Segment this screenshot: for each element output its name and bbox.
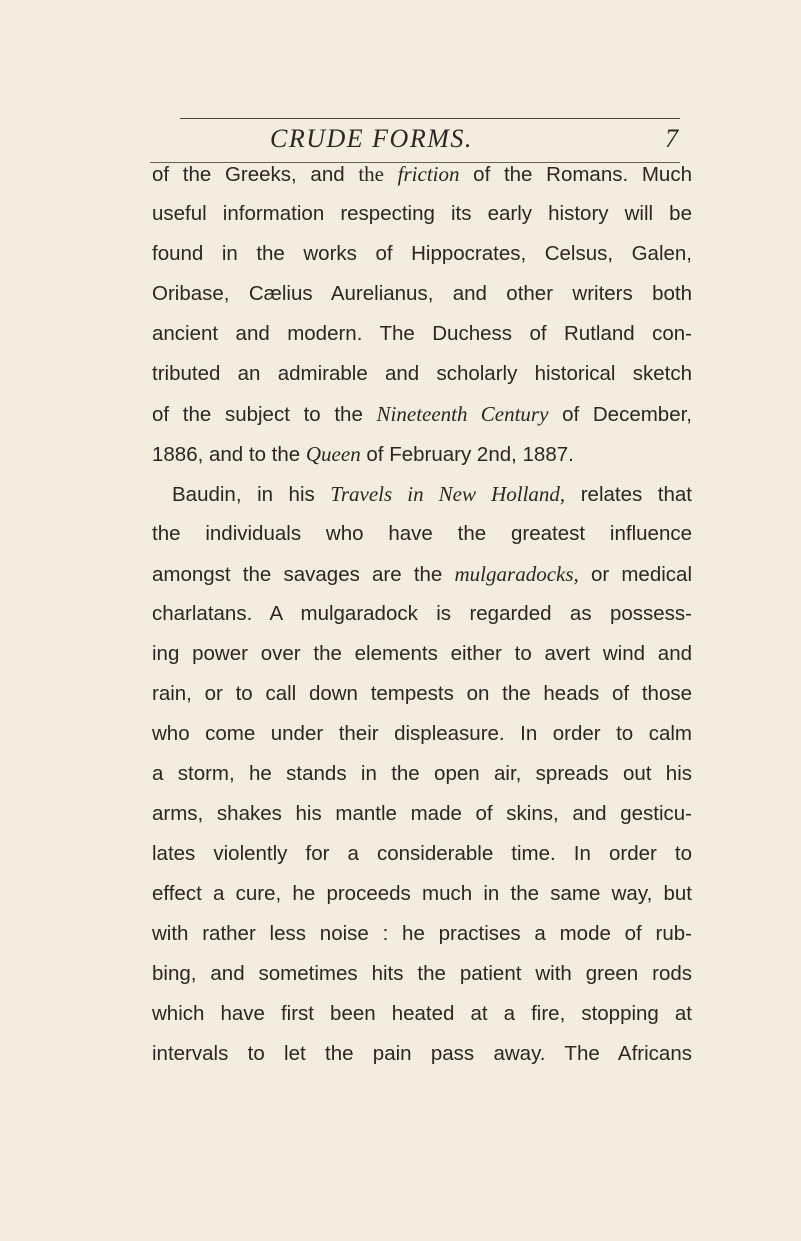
header-top-rule [180, 118, 680, 119]
running-title: CRUDE FORMS. [270, 124, 473, 153]
italic-term: mulgaradocks, [454, 562, 579, 586]
body-text [152, 154, 692, 1074]
text-line: the individuals who have the greatest influence [152, 522, 692, 545]
italic-title: Nineteenth Century [376, 402, 549, 426]
text-line: lates violently for a considerable time. In order to [152, 842, 692, 865]
text-line: amongst the savages are the mulgaradocks, or medical [152, 562, 692, 586]
page-number: 7 [665, 124, 678, 153]
text-line: of the subject to the Nineteenth Century of December, [152, 402, 693, 426]
text-line: arms, shakes his mantle made of skins, and gesticu- [152, 802, 692, 825]
text-line: which have first been heated at a fire, stopping at [152, 1002, 692, 1025]
text-line: rain, or to call down tempests on the heads of those [152, 682, 692, 705]
text-line: of the Greeks, and the friction of the Romans. Much [152, 162, 692, 186]
text-line: effect a cure, he proceeds much in the same way, but [152, 882, 692, 905]
text-line: charlatans. A mulgaradock is regarded as possess- [152, 602, 692, 625]
text-line: useful information respecting its early history will be [152, 202, 692, 225]
text-line: a storm, he stands in the open air, spreads out his [152, 762, 692, 785]
text-line: Oribase, Cælius Aurelianus, and other writers both [152, 282, 692, 305]
text-line: 1886, and to the Queen of February 2nd, 1887. [152, 442, 574, 466]
text-line: intervals to let the pain pass away. The Africans [152, 1042, 692, 1065]
text-line: found in the works of Hippocrates, Celsus, Galen, [152, 242, 692, 265]
text-line: Baudin, in his Travels in New Holland, relates that [172, 482, 692, 506]
text-line: with rather less noise : he practises a mode of rub- [152, 922, 692, 945]
italic-term: friction [397, 162, 460, 186]
text-line: tributed an admirable and scholarly historical sketch [152, 362, 692, 385]
text-line: ing power over the elements either to avert wind and [152, 642, 692, 665]
text-line: who come under their displeasure. In order to calm [152, 722, 692, 745]
text-line: ancient and modern. The Duchess of Rutland con- [152, 322, 692, 345]
italic-title: Travels in New Holland, [330, 482, 566, 506]
text-line: bing, and sometimes hits the patient with green rods [152, 962, 692, 985]
italic-title: Queen [305, 442, 361, 466]
